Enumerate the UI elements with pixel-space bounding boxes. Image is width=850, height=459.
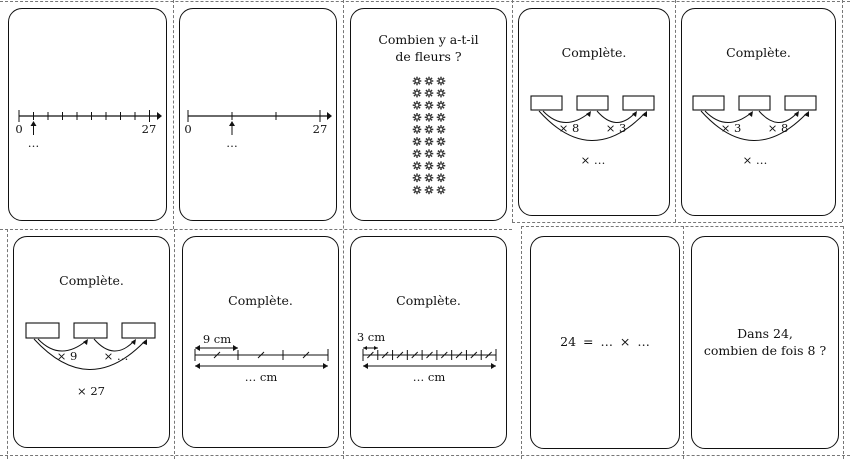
flower-icon [437, 137, 446, 146]
flower-icon [437, 89, 446, 98]
flower-icon [425, 125, 434, 134]
card-complete-length-b [350, 236, 507, 448]
flower-icon [413, 125, 422, 134]
mult-label-1: × 3 [720, 121, 742, 135]
number-line-start-label: 0 [184, 122, 192, 136]
cut-line-h-middle-right [512, 222, 842, 223]
cut-line-v-8 [521, 226, 522, 459]
flower-icon [437, 161, 446, 170]
flower-icon [437, 113, 446, 122]
mult-diagram [14, 237, 171, 449]
flower-icon [413, 161, 422, 170]
answer-box-1[interactable] [693, 96, 724, 110]
answer-box-1[interactable] [531, 96, 562, 110]
flower-icon [413, 174, 422, 183]
flower-icon [425, 161, 434, 170]
total-length-label: … cm [412, 370, 446, 384]
answer-box-3[interactable] [623, 96, 654, 110]
cut-line-v-6 [7, 229, 8, 459]
mult-label-total: × … [580, 153, 606, 167]
flower-icon [437, 174, 446, 183]
card-complete-mult-b [681, 8, 836, 216]
flower-icon [425, 186, 434, 195]
flower-icon [413, 77, 422, 86]
mult-label-1: × 8 [558, 121, 580, 135]
cut-line-h-middle-left [0, 229, 512, 230]
mult-diagram [682, 9, 837, 217]
flower-icon [413, 101, 422, 110]
card-count-flowers [350, 8, 507, 221]
flower-icon [425, 101, 434, 110]
total-length-label: … cm [244, 370, 278, 384]
flower-icon [425, 77, 434, 86]
flower-icon [425, 174, 434, 183]
flower-icon [413, 149, 422, 158]
answer-box-2[interactable] [739, 96, 770, 110]
card-title: Complète. [726, 45, 791, 60]
mult-label-2: × 8 [767, 121, 789, 135]
cut-line-v-4 [675, 0, 676, 222]
flower-icon [425, 89, 434, 98]
segment-length-label: 9 cm [202, 332, 232, 346]
flower-icon [437, 77, 446, 86]
number-line-start-label: 0 [15, 122, 23, 136]
number-line-fine [9, 9, 168, 222]
cut-line-h-bottom-right [521, 226, 843, 227]
question-line-2: combien de fois 8 ? [703, 343, 827, 358]
flower-icon [425, 149, 434, 158]
answer-box-2[interactable] [74, 323, 107, 338]
flower-icon [437, 101, 446, 110]
card-title: Complète. [228, 293, 293, 308]
mult-label-2: × … [103, 349, 129, 363]
number-line-blank: … [226, 136, 238, 150]
cut-line-v-7 [174, 229, 175, 459]
card-number-line-fine [8, 8, 167, 221]
card-equation [530, 236, 680, 449]
flower-icon [437, 186, 446, 195]
cut-line-v-9 [683, 226, 684, 459]
flower-icon [413, 186, 422, 195]
flower-icon [425, 113, 434, 122]
card-title: Combien y a-t-il de fleurs ? [378, 32, 479, 64]
flower-icon [413, 137, 422, 146]
mult-label-total: × … [742, 153, 768, 167]
flower-icon [413, 113, 422, 122]
flower-icon [425, 137, 434, 146]
flower-icon [413, 89, 422, 98]
answer-box-3[interactable] [122, 323, 155, 338]
mult-diagram [519, 9, 671, 217]
cut-line-h-bottom [0, 455, 850, 456]
cut-line-v-10 [843, 226, 844, 459]
answer-box-1[interactable] [26, 323, 59, 338]
card-title: Complète. [59, 273, 124, 288]
card-question [691, 236, 839, 449]
length-diagram [183, 237, 340, 449]
answer-box-3[interactable] [785, 96, 816, 110]
number-line-end-label: 27 [312, 122, 328, 136]
number-line-end-label: 27 [141, 122, 157, 136]
cut-line-v-5 [842, 0, 843, 222]
mult-label-1: × 9 [56, 349, 78, 363]
card-number-line-coarse [179, 8, 337, 221]
flower-icon [437, 125, 446, 134]
card-title: Complète. [561, 45, 627, 60]
mult-label-total: × 27 [77, 384, 105, 398]
number-line-blank: … [27, 136, 40, 150]
question-line-1: Dans 24, [737, 326, 793, 341]
segment-length-label: 3 cm [356, 330, 386, 344]
cut-line-h-top [0, 1, 850, 2]
length-diagram [351, 237, 508, 449]
cut-line-v-3 [512, 0, 513, 222]
card-title: Complète. [396, 293, 461, 308]
card-complete-length-a [182, 236, 339, 448]
flower-icon [437, 149, 446, 158]
cut-line-v-1 [173, 0, 174, 229]
cut-line-v-2 [343, 0, 344, 459]
number-line-coarse [180, 9, 338, 222]
card-complete-mult-a [518, 8, 670, 216]
answer-box-2[interactable] [577, 96, 608, 110]
flower-grid [351, 9, 508, 222]
card-complete-mult-c [13, 236, 170, 448]
mult-label-2: × 3 [605, 121, 627, 135]
equation-text: 24 = … × … [560, 334, 650, 349]
